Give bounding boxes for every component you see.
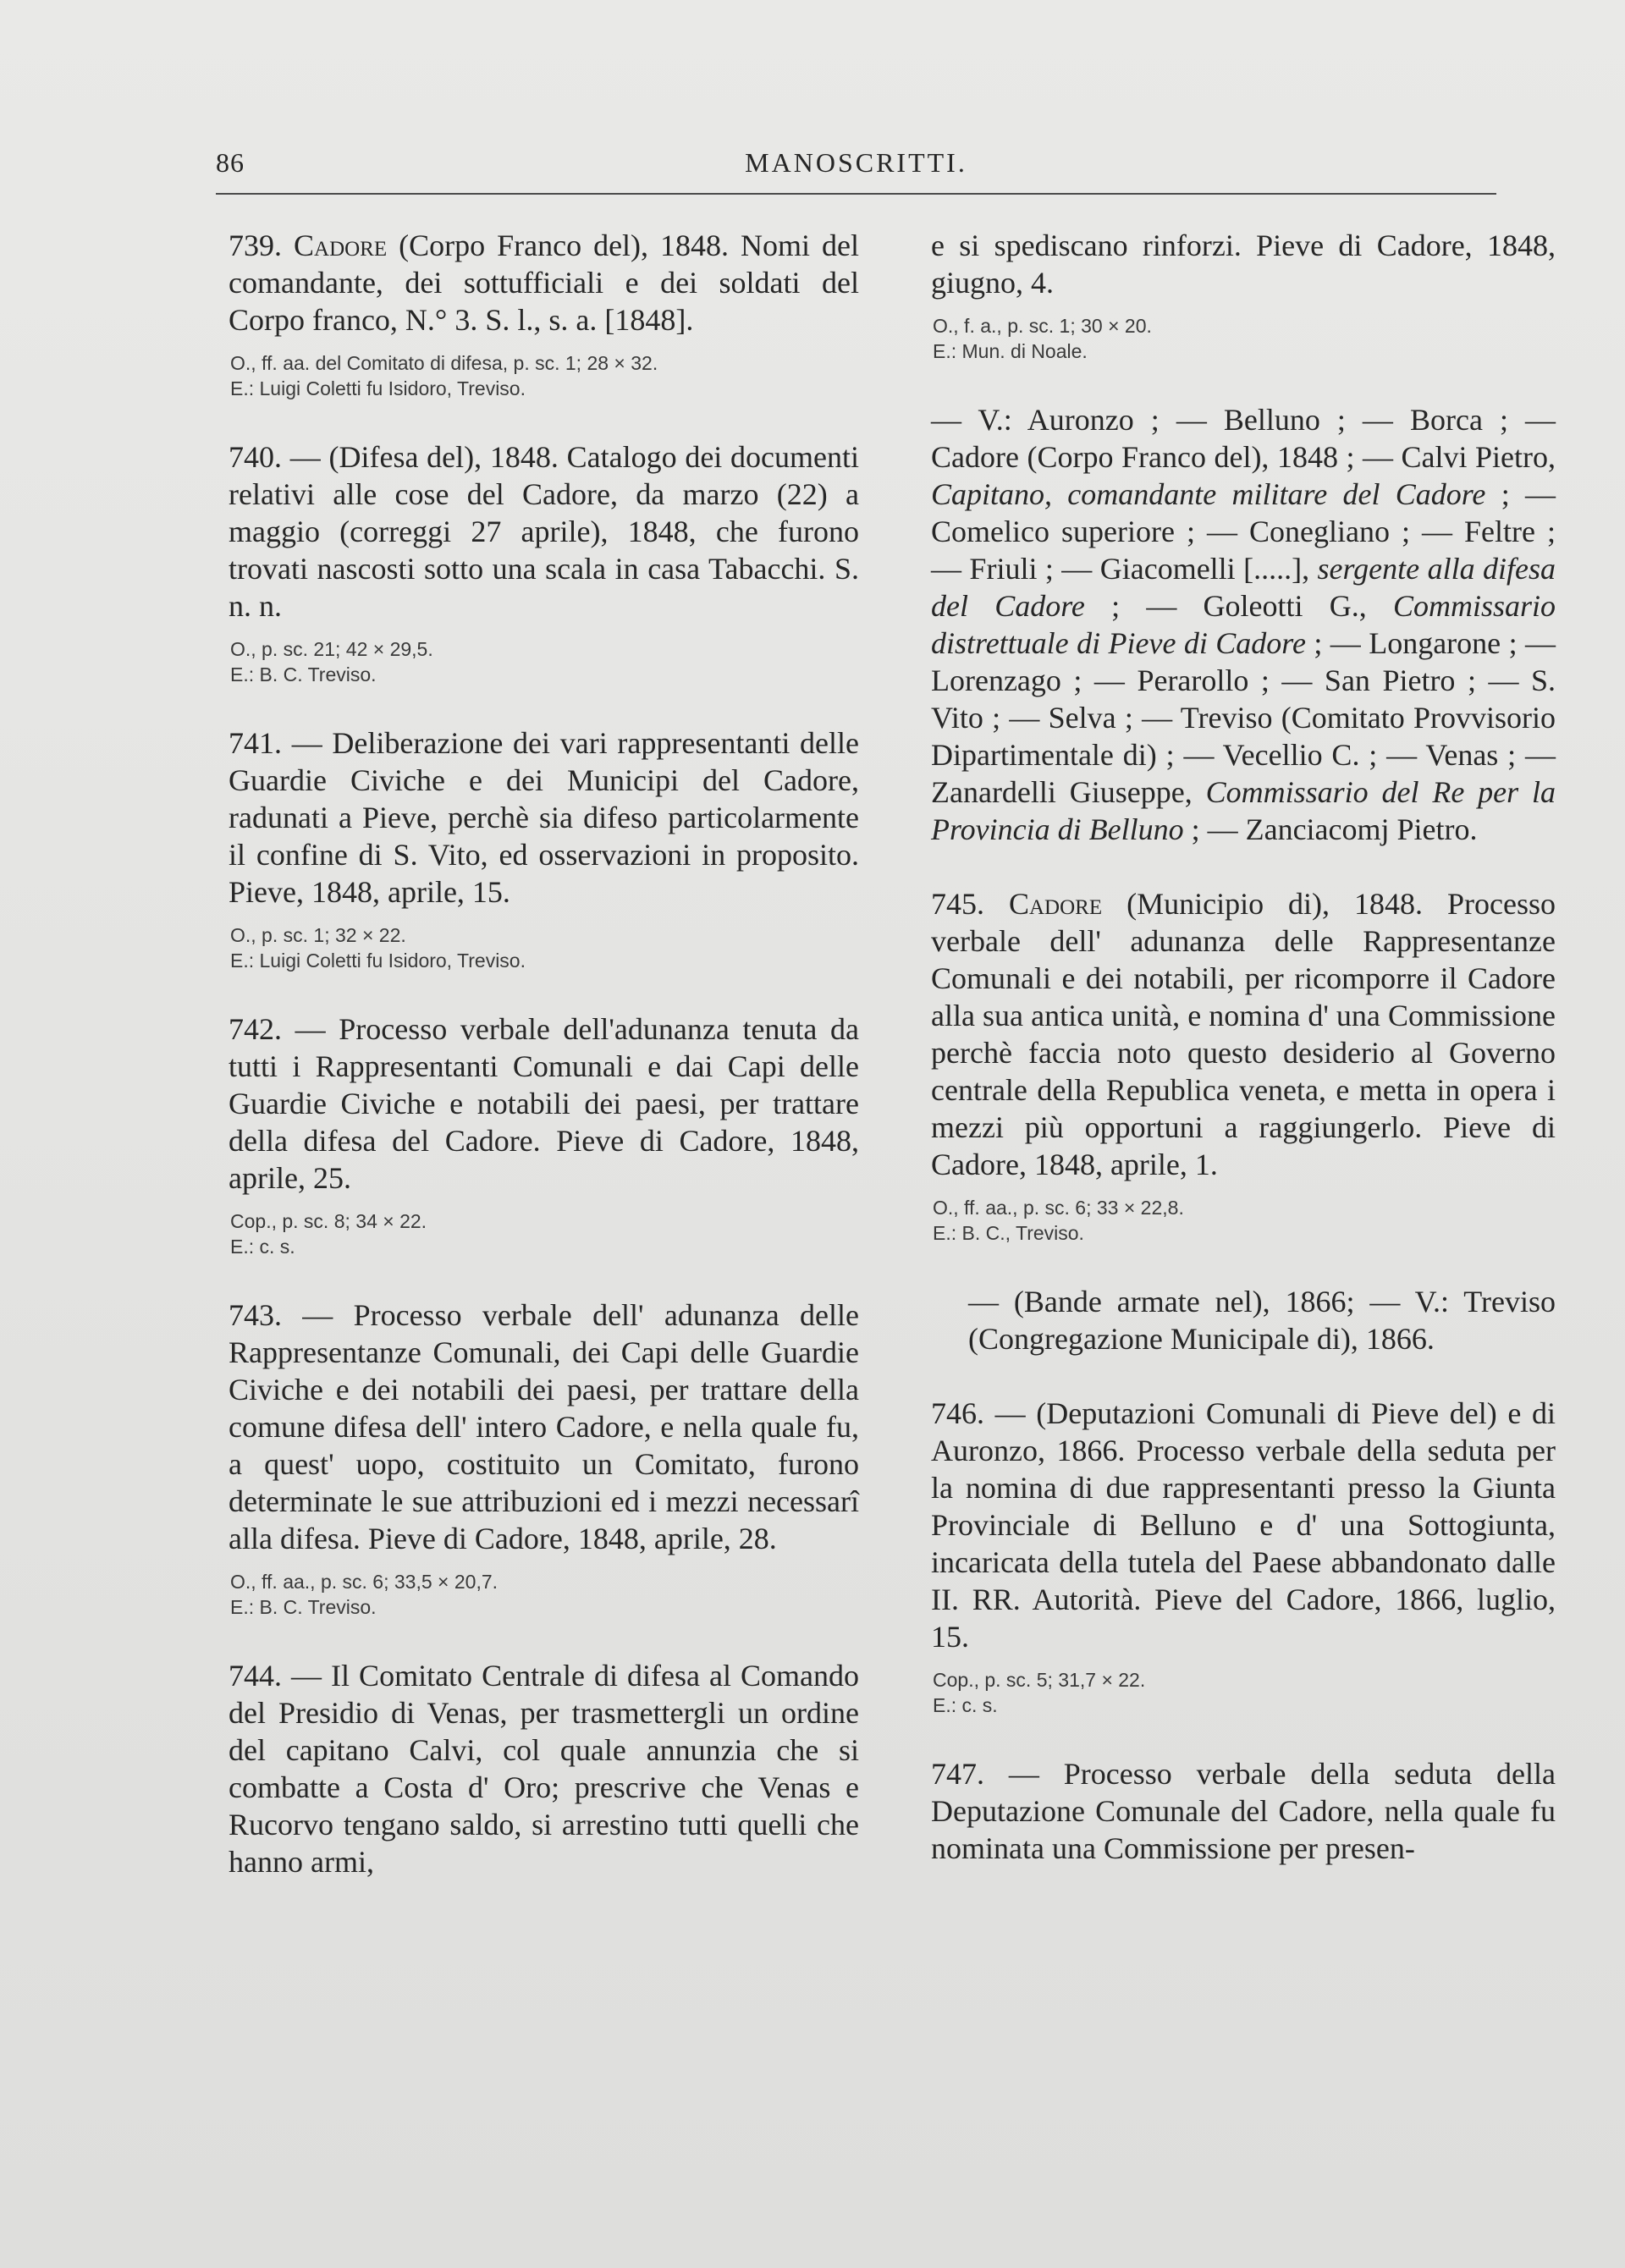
entry-keyword: Cadore — [1008, 887, 1103, 921]
page-header — [216, 137, 1496, 188]
entry-meta — [931, 1195, 1556, 1246]
entry-743-text — [229, 1296, 859, 1557]
entry-740 — [229, 438, 859, 687]
meta-original: Cop., p. sc. 5; 31,7 × 22. — [933, 1669, 1146, 1691]
right-column — [931, 227, 1556, 1904]
see-also-text — [931, 401, 1556, 848]
entry-742 — [229, 1010, 859, 1259]
entry-739 — [229, 227, 859, 401]
entry-number: 746. — [931, 1396, 984, 1430]
entry-number: 744. — [229, 1659, 282, 1693]
entry-bande-armate — [931, 1283, 1556, 1357]
entry-745 — [931, 885, 1556, 1246]
meta-owner: E.: c. s. — [230, 1236, 295, 1258]
entry-number: 742. — [229, 1012, 282, 1046]
entry-number: 743. — [229, 1298, 282, 1332]
see-also-part: ; — Goleotti G., — [1084, 589, 1393, 623]
entry-body: — (Difesa del), 1848. Catalogo dei documenti relativi alle cose del Cadore, da marzo (22) a maggio (correggi 27 aprile), 1848, che furono trovati nascosti sotto una scala in casa Tabacchi. S. n. n. — [229, 440, 860, 623]
entry-number: 747. — [931, 1757, 984, 1791]
entry-meta — [931, 1667, 1556, 1718]
entry-number: 741. — [229, 726, 282, 760]
header-rule — [216, 193, 1496, 195]
entry-body: — Processo verbale della seduta della Deputazione Comunale del Cadore, nella quale fu nominata una Commissione per presen- — [931, 1757, 1556, 1865]
entry-740-text — [229, 438, 859, 625]
entry-meta — [931, 313, 1556, 364]
entry-number: 745. — [931, 887, 984, 921]
entry-744-continued-text: e si spediscano rinforzi. Pieve di Cadore, 1848, giugno, 4. — [931, 228, 1556, 300]
entry-body: — Deliberazione dei vari rappresentanti delle Guardie Civiche e dei Municipi del Cadore, radunati a Pieve, perchè sia difeso particolarmente il confine di S. Vito, ed osservazioni in proposito. Pieve, 1848, aprile, 15. — [229, 726, 860, 909]
running-title: MANOSCRITTI. — [745, 147, 967, 178]
entry-keyword: Cadore — [294, 228, 388, 262]
meta-owner: E.: c. s. — [933, 1694, 998, 1716]
meta-owner: E.: Luigi Coletti fu Isidoro, Treviso. — [230, 377, 526, 399]
entry-body: (Municipio di), 1848. Processo verbale dell' adunanza delle Rappresentanze Comunali e dei notabili, per ricomporre il Cadore alla sua antica unità, e nomina d' una Commissione perchè faccia noto questo desiderio al Governo centrale della Republica veneta, e metta in opera i mezzi più opportuni a raggiungerlo. Pieve di Cadore, 1848, aprile, 1. — [931, 887, 1556, 1181]
entry-number: 740. — [229, 440, 282, 474]
entry-741-text — [229, 724, 859, 911]
page-number: 86 — [216, 147, 245, 178]
entry-746-text — [931, 1395, 1556, 1655]
see-also-title: Capitano, comandante militare del Cadore — [931, 477, 1486, 511]
meta-original: Cop., p. sc. 8; 34 × 22. — [230, 1210, 427, 1232]
see-also-part: ; — Zanciacomj Pietro. — [1183, 812, 1478, 846]
entry-744-continued — [931, 227, 1556, 364]
see-also-title: Commissario distrettuale di Pieve di Cadore — [931, 589, 1556, 660]
entry-747-text — [931, 1755, 1556, 1867]
meta-original: O., ff. aa., p. sc. 6; 33 × 22,8. — [933, 1197, 1184, 1219]
entry-bande-armate-text: — (Bande armate nel), 1866; — V.: Treviso (Congregazione Municipale di), 1866. — [968, 1285, 1556, 1356]
meta-original: O., p. sc. 21; 42 × 29,5. — [230, 638, 433, 660]
see-also-part: — V.: Auronzo ; — Belluno ; — Borca ; — Cadore (Corpo Franco del), 1848 ; — Calvi Pietro, — [931, 403, 1556, 474]
meta-owner: E.: Luigi Coletti fu Isidoro, Treviso. — [230, 950, 526, 972]
left-column — [229, 227, 859, 1918]
meta-original: O., ff. aa., p. sc. 6; 33,5 × 20,7. — [230, 1571, 499, 1593]
entry-body: — Il Comitato Centrale di difesa al Comando del Presidio di Venas, per trasmettergli un ordine del capitano Calvi, col quale annunzia che si combatte a Costa d' Oro; prescrive che Venas e Rucorvo tengano saldo, si arrestino tutti quelli che hanno armi, — [229, 1659, 860, 1879]
meta-original: O., p. sc. 1; 32 × 22. — [230, 924, 406, 946]
see-also-title: sergente alla difesa del Cadore — [931, 552, 1556, 623]
meta-original: O., ff. aa. del Comitato di difesa, p. sc. 1; 28 × 32. — [230, 352, 658, 374]
entry-745-text — [931, 885, 1556, 1183]
meta-original: O., f. a., p. sc. 1; 30 × 20. — [933, 315, 1152, 337]
entry-744 — [229, 1657, 859, 1880]
entry-744-text — [229, 1657, 859, 1880]
entry-meta — [229, 636, 859, 687]
meta-owner: E.: Mun. di Noale. — [933, 340, 1088, 362]
meta-owner: E.: B. C., Treviso. — [933, 1222, 1084, 1244]
entry-742-text — [229, 1010, 859, 1197]
entry-747 — [931, 1755, 1556, 1867]
see-also-references — [931, 401, 1556, 848]
meta-owner: E.: B. C. Treviso. — [230, 663, 377, 685]
entry-meta — [229, 1208, 859, 1259]
entry-body: — Processo verbale dell' adunanza delle Rappresentanze Comunali, dei Capi delle Guardie Civiche e dei notabili dei paesi, per trattare della comune difesa dell' intero Cadore, e nella quale fu, a quest' uopo, costituito un Comitato, furono determinate le sue attribuzioni ed i mezzi necessarî alla difesa. Pieve di Cadore, 1848, aprile, 28. — [229, 1298, 859, 1555]
entry-body: — Processo verbale dell'adunanza tenuta da tutti i Rappresentanti Comunali e dai Capi delle Guardie Civiche e notabili dei paesi, per trattare della difesa del Cadore. Pieve di Cadore, 1848, aprile, 25. — [229, 1012, 860, 1195]
entry-body: — (Deputazioni Comunali di Pieve del) e di Auronzo, 1866. Processo verbale della seduta per la nomina di due rappresentanti presso la Giunta Provinciale di Belluno e d' una Sottogiunta, incaricata della tutela del Paese abbandonato dalle II. RR. Autorità. Pieve del Cadore, 1866, luglio, 15. — [931, 1396, 1556, 1654]
entry-meta — [229, 350, 859, 401]
see-also-part: ; — Longarone ; — Lorenzago ; — Perarollo ; — San Pietro ; — S. Vito ; — Selva ; — Treviso (Comitato Provvisorio Dipartimentale di) ; — Vecellio C. ; — Venas ; — Zanardelli Giuseppe, — [931, 626, 1556, 809]
entry-meta — [229, 1569, 859, 1620]
meta-owner: E.: B. C. Treviso. — [230, 1596, 377, 1618]
entry-body: (Corpo Franco del), 1848. Nomi del comandante, dei sottufficiali e dei soldati del Corpo franco, N.° 3. S. l., s. a. [1848]. — [229, 228, 860, 337]
entry-739-text — [229, 227, 859, 339]
entry-746 — [931, 1395, 1556, 1718]
entry-number: 739. — [229, 228, 282, 262]
entry-meta — [229, 922, 859, 973]
see-also-part: ; — Comelico superiore ; — Conegliano ; — Feltre ; — Friuli ; — Giacomelli [.....], — [931, 477, 1556, 586]
entry-743 — [229, 1296, 859, 1620]
see-also-title: Commissario del Re per la Provincia di Belluno — [931, 775, 1556, 846]
entry-741 — [229, 724, 859, 973]
